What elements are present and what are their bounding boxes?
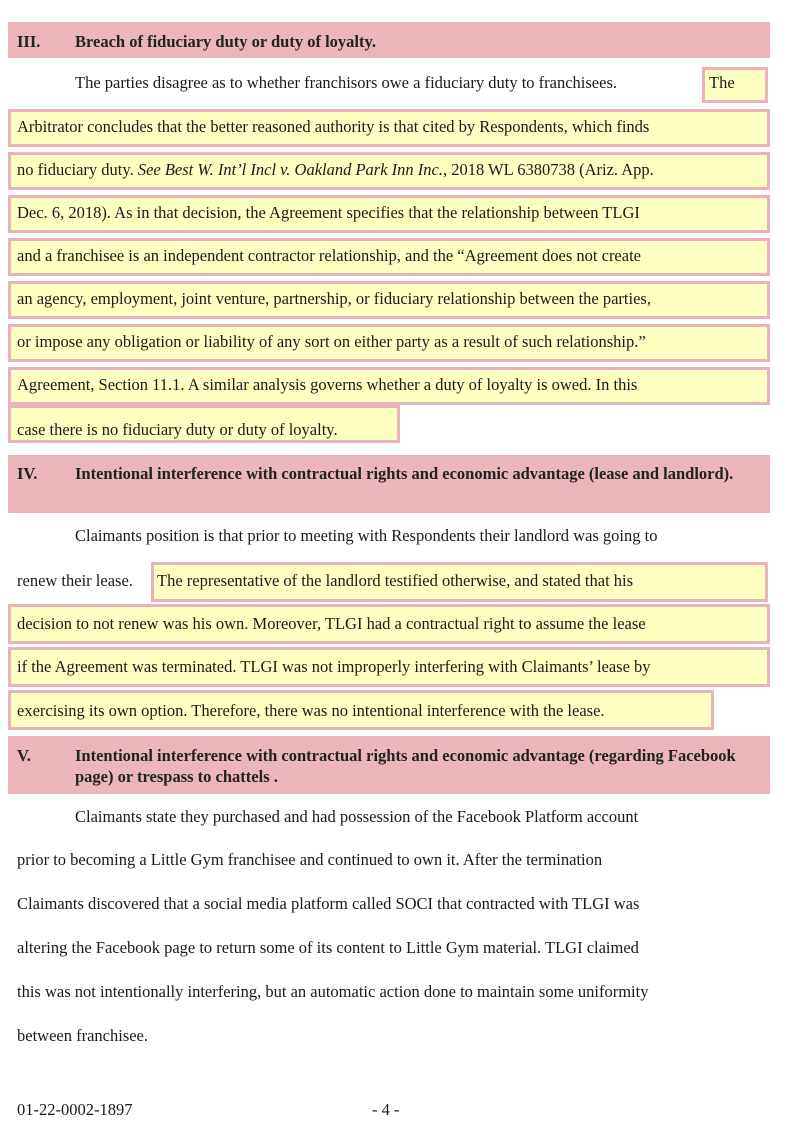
paragraph-line: Claimants discovered that a social media platform called SOCI that contracted with TLGI was — [17, 894, 640, 913]
section-number: IV. — [17, 464, 38, 483]
paragraph-line: The — [709, 73, 735, 92]
paragraph-line — [17, 160, 654, 180]
paragraph-line: or impose any obligation or liability of any sort on either party as a result of such relationship.” — [17, 332, 646, 351]
paragraph-line: this was not intentionally interfering, but an automatic action done to maintain some uniformity — [17, 982, 649, 1001]
paragraph-line: case there is no fiduciary duty or duty of loyalty. — [17, 420, 338, 439]
paragraph-line: between franchisee. — [17, 1026, 149, 1045]
paragraph-line: Claimants position is that prior to meeting with Respondents their landlord was going to — [75, 526, 658, 545]
paragraph-line: Claimants state they purchased and had possession of the Facebook Platform account — [75, 807, 639, 826]
paragraph-line: and a franchisee is an independent contractor relationship, and the “Agreement does not create — [17, 246, 641, 265]
paragraph-line: prior to becoming a Little Gym franchisee and continued to own it. After the termination — [17, 850, 603, 869]
page-number: - 4 - — [372, 1100, 400, 1119]
paragraph-line: Agreement, Section 11.1. A similar analysis governs whether a duty of loyalty is owed. In this — [17, 375, 638, 394]
paragraph-line: renew their lease. — [17, 571, 133, 590]
section-number: III. — [17, 32, 41, 51]
paragraph-line: altering the Facebook page to return some of its content to Little Gym material. TLGI claimed — [17, 938, 639, 957]
section-title: Breach of fiduciary duty or duty of loyalty. — [75, 32, 376, 51]
paragraph-line: an agency, employment, joint venture, partnership, or fiduciary relationship between the parties, — [17, 289, 651, 308]
case-citation: See Best W. Int’l Incl v. Oakland Park Inn Inc. — [137, 160, 443, 179]
section-title: Intentional interference with contractual rights and economic advantage (lease and landlord). — [75, 464, 734, 483]
paragraph-line: The parties disagree as to whether franchisors owe a fiduciary duty to franchisees. — [75, 73, 618, 92]
paragraph-line: The representative of the landlord testified otherwise, and stated that his — [157, 571, 634, 590]
paragraph-line: Dec. 6, 2018). As in that decision, the Agreement specifies that the relationship between TLGI — [17, 203, 640, 222]
case-number: 01-22-0002-1897 — [17, 1100, 133, 1119]
text-run: , 2018 WL 6380738 (Ariz. App. — [442, 160, 654, 179]
paragraph-line: if the Agreement was terminated. TLGI was not improperly interfering with Claimants’ lease by — [17, 657, 651, 676]
paragraph-line: exercising its own option. Therefore, there was no intentional interference with the lease. — [17, 701, 605, 720]
paragraph-line: decision to not renew was his own. Moreover, TLGI had a contractual right to assume the lease — [17, 614, 646, 633]
section-number: V. — [17, 746, 31, 765]
paragraph-line: Arbitrator concludes that the better reasoned authority is that cited by Respondents, which finds — [17, 117, 650, 136]
text-run: no fiduciary duty. — [17, 160, 134, 179]
section-title: Intentional interference with contractual rights and economic advantage (regarding Facebook page) or trespass to chattels . — [75, 746, 736, 786]
